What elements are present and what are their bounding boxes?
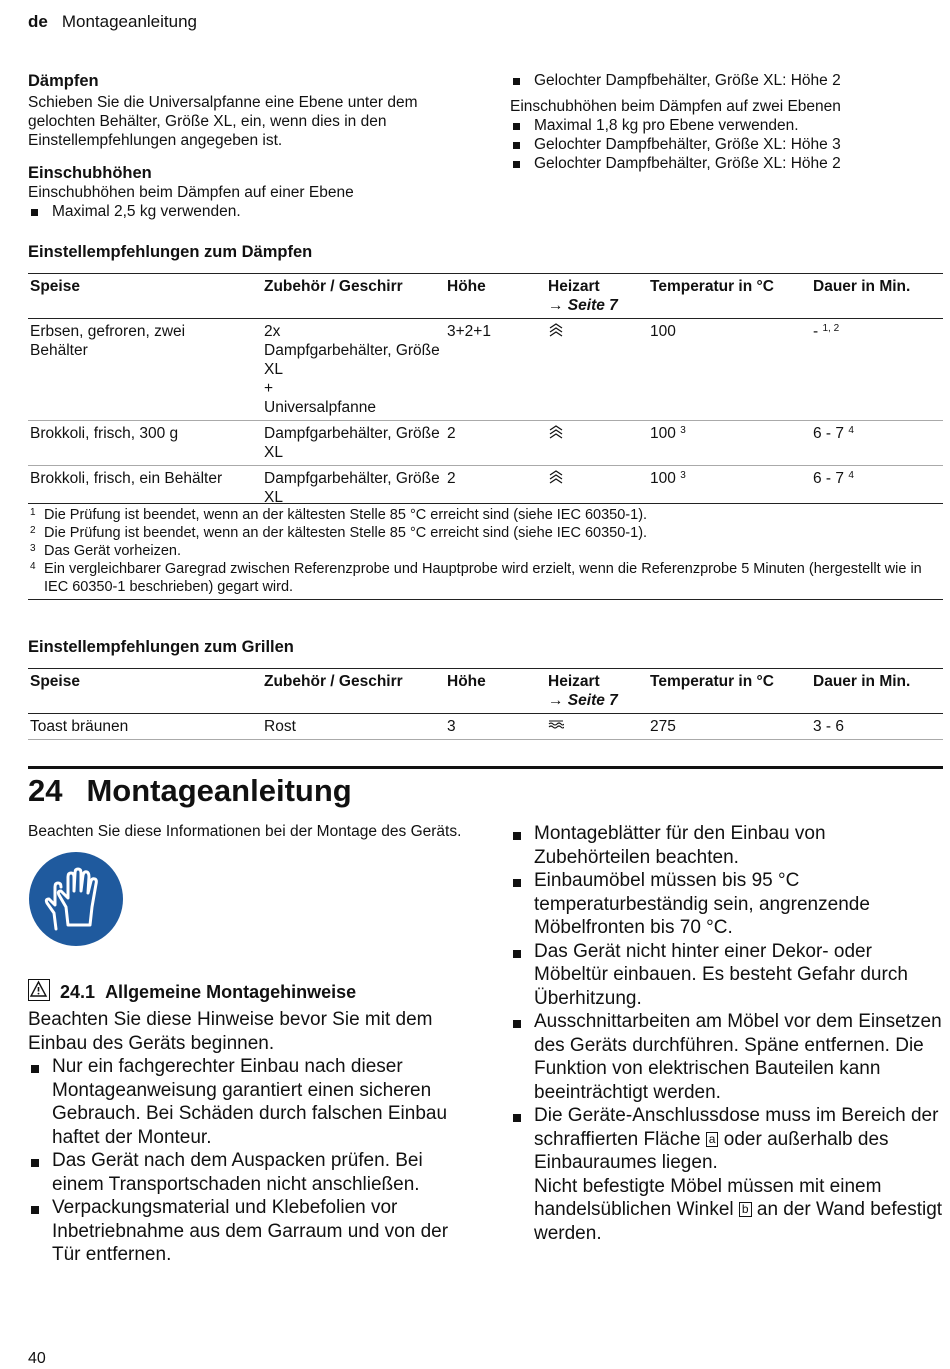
cell-speise: Erbsen, gefroren, zwei Behälter <box>28 319 262 421</box>
col-hoehe: Höhe <box>445 274 546 319</box>
footnote-number: 1 <box>30 507 36 518</box>
right-instructions <box>510 822 944 1245</box>
item-text: Die Geräte-Anschlussdose muss im Bereich der schraffierten Fläche <box>534 1105 939 1150</box>
list-item: Nur ein fachgerechter Einbau nach dieser Montageanweisung garantiert einen sicheren Gebrauch. Bei Schäden durch falschen Einbau haftet der Monteur. <box>28 1055 465 1149</box>
label-b: b <box>739 1202 752 1217</box>
lang-code: de <box>28 12 48 31</box>
list-item: Montageblätter für den Einbau von Zubehörteilen beachten. <box>510 822 944 869</box>
left-instructions <box>28 1055 465 1267</box>
col-zubehoer: Zubehör / Geschirr <box>262 274 445 319</box>
footnote-number: 2 <box>30 525 36 536</box>
cell-hoehe: 2 <box>445 421 546 466</box>
col-heizart <box>546 669 648 714</box>
col-heizart <box>546 274 648 319</box>
item-text: an der Wand befestigt werden. <box>534 1199 943 1244</box>
col-speise: Speise <box>28 669 262 714</box>
cell-zubehoer: Dampfgarbehälter, Größe XL <box>262 421 445 466</box>
warning-icon <box>28 979 50 1001</box>
einschub-title: Einschubhöhen <box>28 164 152 182</box>
grill-table <box>28 668 943 740</box>
heizart-ref[interactable]: → Seite 7 <box>548 297 618 314</box>
chapter-intro: Beachten Sie diese Informationen bei der Montage des Geräts. <box>28 823 462 840</box>
footnotes <box>28 503 943 600</box>
cell-dauer <box>811 319 943 421</box>
footnote-ref: 1, 2 <box>822 323 840 334</box>
table1-title: Einstellempfehlungen zum Dämpfen <box>28 243 313 261</box>
cell-zubehoer: Rost <box>262 714 445 740</box>
zubehoer-line: + <box>264 380 274 397</box>
table-header-row <box>28 669 943 714</box>
steam-table <box>28 273 943 510</box>
col-dauer: Dauer in Min. <box>811 669 943 714</box>
steam-icon <box>548 322 564 338</box>
list-item: Das Gerät nach dem Auspacken prüfen. Bei einem Transportschaden nicht anschließen. <box>28 1149 465 1196</box>
chapter-title <box>28 773 352 809</box>
col-dauer: Dauer in Min. <box>811 274 943 319</box>
cell-dauer <box>811 421 943 466</box>
zubehoer-line: Dampfgarbehälter, Größe XL <box>264 342 440 378</box>
cell-temp <box>648 421 811 466</box>
einschub-two-levels: Einschubhöhen beim Dämpfen auf zwei Ebenen <box>510 98 841 115</box>
list-item: Gelochter Dampfbehälter, Größe XL: Höhe 2 <box>510 71 930 90</box>
daempfen-title: Dämpfen <box>28 72 99 90</box>
table-header-row <box>28 274 943 319</box>
grill-icon <box>548 719 564 731</box>
heizart-ref[interactable]: → Seite 7 <box>548 692 618 709</box>
col-hoehe: Höhe <box>445 669 546 714</box>
dauer-value: 6 - 7 <box>813 425 845 442</box>
list-item: Gelochter Dampfbehälter, Größe XL: Höhe 3 <box>510 135 930 154</box>
footnote <box>28 506 943 524</box>
chapter-right-column <box>510 822 944 1245</box>
one-level-list-cont <box>510 71 930 90</box>
col-temp: Temperatur in °C <box>648 274 811 319</box>
daempfen-intro: Schieben Sie die Universalpfanne eine Ebene unter dem gelochten Behälter, Größe XL, ein, wenn dies in den Einstellempfehlungen angegeben ist. <box>28 94 418 149</box>
subsection-intro: Beachten Sie diese Hinweise bevor Sie mit dem Einbau des Geräts beginnen. <box>28 1009 433 1054</box>
list-item: Einbaumöbel müssen bis 95 °C temperaturbeständig sein, angrenzende Möbelfronten bis 70 °C. <box>510 869 944 940</box>
cell-speise: Brokkoli, frisch, 300 g <box>28 421 262 466</box>
cell-temp: 275 <box>648 714 811 740</box>
footnote-ref: 4 <box>848 425 854 436</box>
footnote-ref: 3 <box>680 470 686 481</box>
zubehoer-line: Universalpfanne <box>264 399 377 416</box>
table-row <box>28 421 943 466</box>
footnote-ref: 3 <box>680 425 686 436</box>
label-a: a <box>706 1132 719 1147</box>
footnote-text: Das Gerät vorheizen. <box>44 543 182 559</box>
gloves-icon <box>28 851 124 947</box>
col-zubehoer: Zubehör / Geschirr <box>262 669 445 714</box>
heizart-label: Heizart <box>548 278 600 295</box>
cell-hoehe: 3 <box>445 714 546 740</box>
footnote-text: Die Prüfung ist beendet, wenn an der kältesten Stelle 85 °C erreicht sind (siehe IEC 60350-1). <box>44 507 648 523</box>
table2-title: Einstellempfehlungen zum Grillen <box>28 638 294 656</box>
dauer-value: - <box>813 323 819 340</box>
temp-value: 100 <box>650 323 676 340</box>
footnote <box>28 542 943 560</box>
subsection-number: 24.1 <box>60 982 96 1002</box>
list-item: Verpackungsmaterial und Klebefolien vor Inbetriebnahme aus dem Garraum und von der Tür entfernen. <box>28 1196 465 1267</box>
subsection-heading <box>28 979 468 1003</box>
temp-value: 100 <box>650 470 676 487</box>
chapter-title-text: Montageanleitung <box>86 773 352 808</box>
one-level-list <box>28 202 458 221</box>
two-level-list <box>510 116 930 173</box>
cell-heizart <box>546 421 648 466</box>
list-item: Gelochter Dampfbehälter, Größe XL: Höhe 2 <box>510 154 930 173</box>
table-row <box>28 714 943 740</box>
temp-value: 100 <box>650 425 676 442</box>
cell-speise: Brokkoli, frisch, ein Behälter <box>30 470 223 487</box>
item-text: oder außerhalb des Einbauraumes liegen. <box>534 1128 889 1173</box>
zubehoer-line: 2x <box>264 323 281 340</box>
list-item: Maximal 1,8 kg pro Ebene verwenden. <box>510 116 930 135</box>
steam-icon <box>548 469 564 485</box>
table-row <box>28 319 943 421</box>
col-temp: Temperatur in °C <box>648 669 811 714</box>
list-item: Ausschnittarbeiten am Möbel vor dem Einsetzen des Geräts durchführen. Späne entfernen. Die Funktion von elektrischen Bauteilen kann beeinträchtigt werden. <box>510 1010 944 1104</box>
chapter-left-column <box>28 822 468 1267</box>
cell-zubehoer: Dampfgarbehälter, Größe XL <box>264 470 440 506</box>
cell-dauer: 3 - 6 <box>811 714 943 740</box>
cell-heizart <box>546 714 648 740</box>
einschub-one-level: Einschubhöhen beim Dämpfen auf einer Ebene <box>28 184 354 201</box>
item-text: Nicht befestigte Möbel müssen mit einem handelsüblichen Winkel <box>534 1175 882 1220</box>
footnote-text: Ein vergleichbarer Garegrad zwischen Referenzprobe und Hauptprobe wird erzielt, wenn die Referenzprobe 5 Minuten (hergestellt wie in IEC 60350-1 beschrieben) gegart wird. <box>44 561 922 595</box>
footnote-text: Die Prüfung ist beendet, wenn an der kältesten Stelle 85 °C erreicht sind (siehe IEC 60350-1). <box>44 525 648 541</box>
cell-heizart <box>546 319 648 421</box>
footnote-number: 3 <box>30 543 36 554</box>
steam-icon <box>548 424 564 440</box>
cell-temp <box>648 319 811 421</box>
header-section: Montageanleitung <box>61 12 198 31</box>
list-item: Das Gerät nicht hinter einer Dekor- oder Möbeltür einbauen. Es besteht Gefahr durch Überhitzung. <box>510 940 944 1011</box>
col-speise: Speise <box>28 274 262 319</box>
chapter-rule <box>28 766 943 769</box>
list-item <box>510 1104 944 1245</box>
footnote-ref: 4 <box>848 470 854 481</box>
daempfen-section <box>28 71 458 221</box>
footnote <box>28 524 943 542</box>
cell-zubehoer <box>262 319 445 421</box>
subsection-title: Allgemeine Montagehinweise <box>105 982 357 1002</box>
cell-speise: Toast bräunen <box>28 714 262 740</box>
chapter-number: 24 <box>28 773 63 808</box>
footnote <box>28 560 943 596</box>
list-item: Maximal 2,5 kg verwenden. <box>28 202 458 221</box>
cell-hoehe: 2 <box>447 470 456 487</box>
daempfen-right-column <box>510 71 930 173</box>
footnote-number: 4 <box>30 561 36 572</box>
page-header <box>28 12 197 32</box>
page-number: 40 <box>28 1350 46 1367</box>
heizart-label: Heizart <box>548 673 600 690</box>
dauer-value: 6 - 7 <box>813 470 845 487</box>
cell-hoehe: 3+2+1 <box>445 319 546 421</box>
